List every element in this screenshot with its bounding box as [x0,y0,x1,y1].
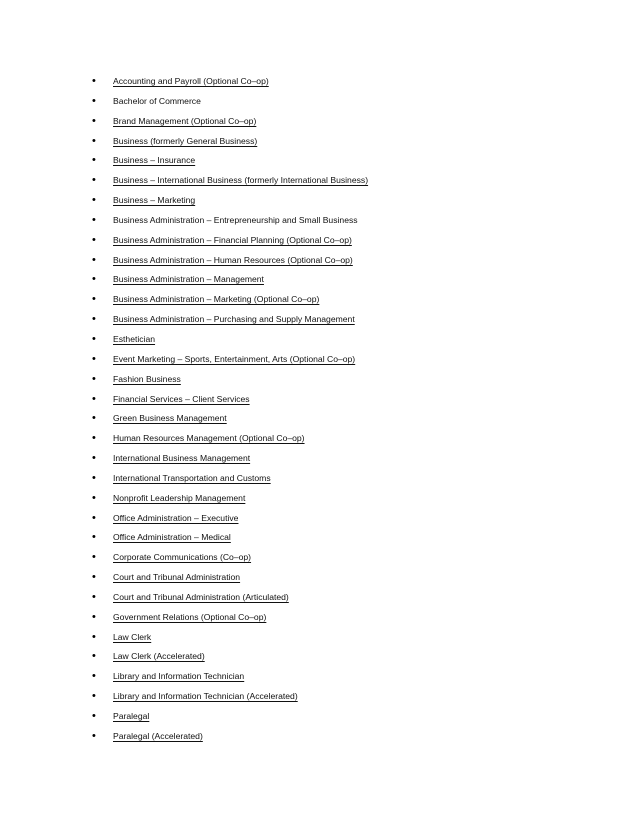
list-item [0,112,638,132]
list-item [0,548,638,568]
program-link[interactable]: Paralegal (Accelerated) [113,730,203,741]
program-link[interactable]: Green Business Management [113,413,227,424]
bullet-icon: • [92,571,96,584]
bullet-icon: • [92,154,96,167]
list-item [0,628,638,648]
bullet-icon: • [92,114,96,127]
bullet-icon: • [92,213,96,226]
list-item [0,191,638,211]
bullet-icon: • [92,610,96,623]
program-link[interactable]: Financial Services – Client Services [113,393,250,404]
list-item [0,568,638,588]
bullet-icon: • [92,452,96,465]
list-item [0,270,638,290]
list-item [0,727,638,747]
list-item [0,251,638,271]
bullet-icon: • [92,432,96,445]
program-link[interactable]: Business Administration – Management [113,274,264,285]
program-link[interactable]: Business Administration – Financial Planning (Optional Co–op) [113,234,352,245]
list-item [0,132,638,152]
list-item [0,667,638,687]
list-item [0,330,638,350]
list-item [0,390,638,410]
list-item [0,509,638,529]
program-link[interactable]: Paralegal [113,711,150,721]
program-link[interactable]: Law Clerk [113,631,152,642]
bullet-icon: • [92,670,96,683]
bullet-icon: • [92,313,96,326]
list-item [0,231,638,251]
program-link[interactable]: Event Marketing – Sports, Entertainment, Arts (Optional Co–op) [113,353,356,364]
list-item [0,469,638,489]
program-link[interactable]: Business (formerly General Business) [113,135,258,146]
list-item [0,588,638,608]
list-item [0,647,638,667]
bullet-icon: • [92,332,96,345]
bullet-icon: • [92,710,96,722]
bullet-icon: • [92,729,96,742]
program-link[interactable]: Human Resources Management (Optional Co–op) [113,433,305,444]
program-link[interactable]: Nonprofit Leadership Management [113,492,246,503]
program-label: Bachelor of Commerce [113,95,201,106]
list-item [0,171,638,191]
bullet-icon: • [92,253,96,266]
bullet-icon: • [92,194,96,207]
program-link[interactable]: Court and Tribunal Administration [113,572,241,583]
bullet-icon: • [92,471,96,484]
program-link[interactable]: Office Administration – Medical [113,532,231,543]
program-link[interactable]: Brand Management (Optional Co–op) [113,115,257,126]
program-list [0,72,638,747]
program-link[interactable]: Library and Information Technician (Accelerated) [113,691,298,702]
bullet-icon: • [92,531,96,544]
list-item [0,409,638,429]
bullet-icon: • [92,233,96,246]
program-link[interactable]: Court and Tribunal Administration (Articulated) [113,591,289,602]
bullet-icon: • [92,293,96,306]
list-item [0,687,638,707]
program-link[interactable]: Accounting and Payroll (Optional Co–op) [113,76,269,86]
program-link[interactable]: Law Clerk (Accelerated) [113,651,205,662]
list-item [0,707,638,727]
bullet-icon: • [92,352,96,365]
list-item [0,528,638,548]
program-link[interactable]: Business – International Business (formerly International Business) [113,175,369,186]
program-link[interactable]: Business – Marketing [113,195,196,206]
bullet-icon: • [92,392,96,405]
bullet-icon: • [92,134,96,147]
list-item [0,350,638,370]
list-item [0,449,638,469]
bullet-icon: • [92,273,96,286]
bullet-icon: • [92,75,96,87]
bullet-icon: • [92,412,96,425]
bullet-icon: • [92,690,96,703]
program-link[interactable]: Business Administration – Purchasing and Supply Management [113,314,355,325]
program-label: Business Administration – Entrepreneurship and Small Business [113,214,358,225]
program-link[interactable]: Library and Information Technician [113,671,245,682]
list-item [0,211,638,231]
bullet-icon: • [92,511,96,524]
list-item [0,429,638,449]
program-link[interactable]: Business – Insurance [113,155,196,166]
program-link[interactable]: Business Administration – Human Resources (Optional Co–op) [113,254,353,265]
list-item [0,489,638,509]
list-item [0,290,638,310]
bullet-icon: • [92,650,96,663]
bullet-icon: • [92,630,96,643]
program-link[interactable]: Government Relations (Optional Co–op) [113,611,267,622]
program-link[interactable]: Fashion Business [113,373,181,384]
list-item [0,370,638,390]
program-link[interactable]: Office Administration – Executive [113,512,239,523]
list-item [0,608,638,628]
bullet-icon: • [92,174,96,187]
program-link[interactable]: Business Administration – Marketing (Optional Co–op) [113,294,320,305]
program-link[interactable]: International Transportation and Customs [113,472,271,483]
list-item [0,72,638,92]
bullet-icon: • [92,590,96,603]
list-item [0,92,638,112]
program-link[interactable]: International Business Management [113,453,251,464]
bullet-icon: • [92,491,96,504]
bullet-icon: • [92,551,96,564]
list-item [0,151,638,171]
program-link[interactable]: Corporate Communications (Co–op) [113,552,252,563]
bullet-icon: • [92,372,96,385]
list-item [0,310,638,330]
bullet-icon: • [92,94,96,107]
program-link[interactable]: Esthetician [113,333,156,344]
